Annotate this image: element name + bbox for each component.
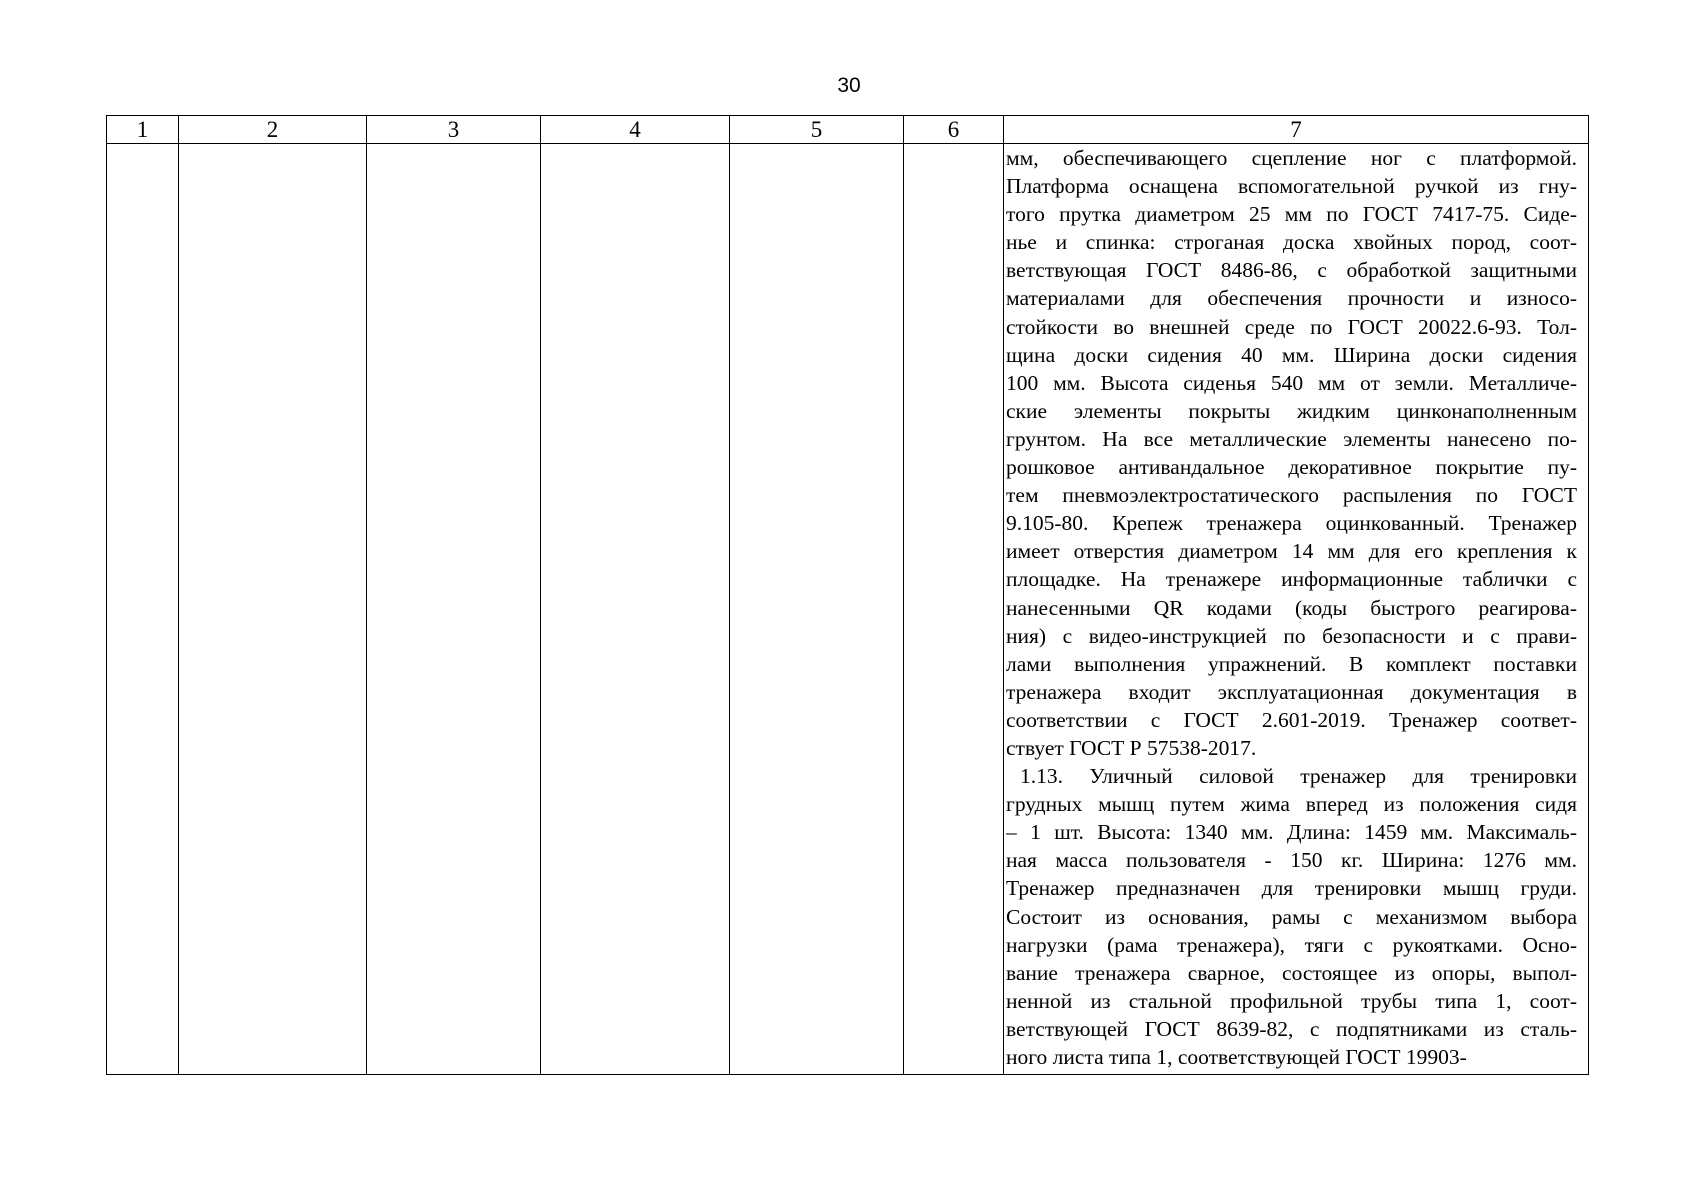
- cell-col-3: [367, 144, 541, 1075]
- description-line: грудных мышц путем жима вперед из положения сидя: [1006, 792, 1577, 817]
- cell-col-6: [904, 144, 1004, 1075]
- description-line: нанесенными QR кодами (коды быстрого реагирова-: [1006, 595, 1577, 620]
- description-line: ские элементы покрыты жидким цинконаполненным: [1006, 398, 1577, 423]
- description-line: рошковое антивандальное декоративное покрытие пу-: [1006, 455, 1577, 480]
- cell-col-2: [179, 144, 367, 1075]
- description-line: площадке. На тренажере информационные таблички с: [1006, 567, 1577, 592]
- column-header-3: 3: [367, 116, 541, 144]
- description-line: лами выполнения упражнений. В комплект поставки: [1006, 651, 1577, 676]
- description-line: ного листа типа 1, соответствующей ГОСТ 19903-: [1006, 1045, 1467, 1069]
- column-header-4: 4: [541, 116, 730, 144]
- description-line: 9.105-80. Крепеж тренажера оцинкованный. Тренажер: [1006, 511, 1577, 536]
- description-line: соответствии с ГОСТ 2.601-2019. Тренажер соответ-: [1006, 707, 1577, 732]
- description-line: ная масса пользователя - 150 кг. Ширина: 1276 мм.: [1006, 848, 1577, 873]
- description-line: ветствующая ГОСТ 8486-86, с обработкой защитными: [1006, 258, 1577, 283]
- description-line: нагрузки (рама тренажера), тяги с рукоятками. Осно-: [1006, 932, 1577, 957]
- page-number: 30: [837, 74, 861, 97]
- description-line: грунтом. На все металлические элементы нанесено по-: [1006, 426, 1577, 451]
- description-line: вание тренажера сварное, состоящее из опоры, выпол-: [1006, 960, 1577, 985]
- cell-col-5: [730, 144, 904, 1075]
- description-line: того прутка диаметром 25 мм по ГОСТ 7417-75. Сиде-: [1006, 202, 1577, 227]
- specification-table: [106, 115, 1589, 1075]
- column-header-5: 5: [730, 116, 904, 144]
- column-header-1: 1: [107, 116, 179, 144]
- description-line: Состоит из основания, рамы с механизмом выбора: [1006, 904, 1577, 929]
- description-line: тренажера входит эксплуатационная документация в: [1006, 679, 1577, 704]
- description-line: нье и спинка: строганая доска хвойных пород, соот-: [1006, 230, 1577, 255]
- description-line: ветствующей ГОСТ 8639-82, с подпятниками из сталь-: [1006, 1016, 1577, 1041]
- cell-col-1: [107, 144, 179, 1075]
- description-line: стойкости во внешней среде по ГОСТ 20022.6-93. Тол-: [1006, 314, 1577, 339]
- description-line: тем пневмоэлектростатического распыления по ГОСТ: [1006, 483, 1577, 508]
- column-header-6: 6: [904, 116, 1004, 144]
- column-header-7: 7: [1004, 116, 1589, 144]
- header-row: [107, 116, 1589, 144]
- description-line: ствует ГОСТ Р 57538-2017.: [1006, 735, 1257, 760]
- description-line: Тренажер предназначен для тренировки мышц груди.: [1006, 876, 1577, 901]
- description-line: Платформа оснащена вспомогательной ручкой из гну-: [1006, 174, 1577, 199]
- description-line: мм, обеспечивающего сцепление ног с платформой.: [1006, 146, 1577, 170]
- column-header-2: 2: [179, 116, 367, 144]
- description-line: щина доски сидения 40 мм. Ширина доски сидения: [1006, 342, 1577, 367]
- table-row: [107, 144, 1589, 1075]
- cell-col-7-description: [1004, 144, 1589, 1075]
- description-line: 100 мм. Высота сиденья 540 мм от земли. Металличе-: [1006, 370, 1577, 395]
- description-line: материалами для обеспечения прочности и износо-: [1006, 286, 1577, 311]
- description-line: имеет отверстия диаметром 14 мм для его крепления к: [1006, 539, 1577, 564]
- cell-col-4: [541, 144, 730, 1075]
- description-line: ния) с видео-инструкцией по безопасности и с прави-: [1006, 623, 1577, 648]
- description-line: ненной из стальной профильной трубы типа 1, соот-: [1006, 988, 1577, 1013]
- description-line: – 1 шт. Высота: 1340 мм. Длина: 1459 мм. Максималь-: [1006, 820, 1577, 845]
- item-heading-line: 1.13. Уличный силовой тренажер для тренировки: [1020, 764, 1577, 789]
